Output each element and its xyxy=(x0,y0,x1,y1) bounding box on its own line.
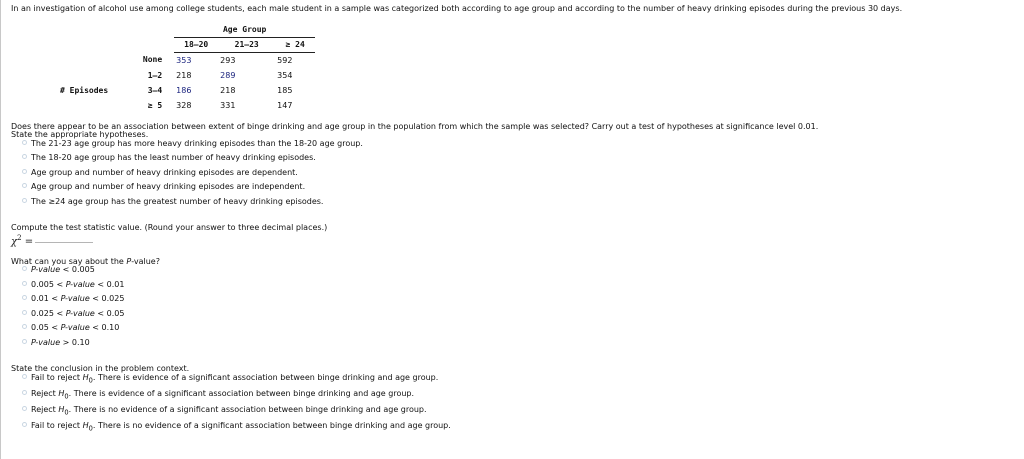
table-cell: 293 xyxy=(220,55,236,65)
hypothesis-option[interactable]: The 18-20 age group has the least number of heavy drinking episodes. xyxy=(22,153,316,163)
intro-text: In an investigation of alcohol use among college students, each male student in a sample was categorized both according to age group and according to the number of heavy drinking episodes during the previous 30 days. xyxy=(11,4,903,13)
radio-button[interactable] xyxy=(22,154,27,159)
test-statistic-input[interactable] xyxy=(35,232,93,243)
table-row xyxy=(60,83,315,98)
radio-button[interactable] xyxy=(22,295,27,300)
question-text: Does there appear to be an association between extent of binge drinking and age group in the population from which the sample was selected? Carry out a test of hypotheses at significance level 0.01. xyxy=(11,122,819,131)
table-row xyxy=(60,98,315,113)
table-cell: 331 xyxy=(220,100,236,110)
table-cell: 186 xyxy=(176,85,192,95)
row-label: None xyxy=(142,55,163,65)
radio-button[interactable] xyxy=(22,183,27,188)
table-cell: 592 xyxy=(277,55,293,65)
conclusion-option[interactable]: Reject $H_0$. There is no evidence of a significant association between binge drinking and age group. xyxy=(22,405,427,418)
statistic-prompt: Compute the test statistic value. (Round your answer to three decimal places.) xyxy=(11,223,328,232)
table-cell: 218 xyxy=(176,70,192,80)
pvalue-option[interactable]: 0.05 < P-value < 0.10 xyxy=(22,323,119,333)
chi-square-label: $\chi^2$ = xyxy=(11,234,34,248)
radio-button[interactable] xyxy=(22,169,27,174)
table-cell: 354 xyxy=(277,70,293,80)
pvalue-option[interactable]: P-value < 0.005 xyxy=(22,265,95,275)
row-label: 1–2 xyxy=(147,70,163,80)
row-label: ≥ 5 xyxy=(147,100,163,110)
table-cell: 328 xyxy=(176,100,192,110)
table-row xyxy=(60,68,315,83)
radio-button[interactable] xyxy=(22,266,27,271)
pvalue-prompt: What can you say about the P-value? xyxy=(11,257,160,266)
radio-button[interactable] xyxy=(22,374,27,379)
table-cell: 353 xyxy=(176,55,192,65)
table-cell: 289 xyxy=(220,70,236,80)
pvalue-option[interactable]: 0.005 < P-value < 0.01 xyxy=(22,280,124,290)
left-border xyxy=(0,0,1,459)
radio-button[interactable] xyxy=(22,310,27,315)
table-cell: 218 xyxy=(220,85,236,95)
column-header: 21–23 xyxy=(218,37,275,52)
contingency-table xyxy=(60,22,315,113)
pvalue-option[interactable]: 0.01 < P-value < 0.025 xyxy=(22,294,124,304)
table-cell: 147 xyxy=(277,100,293,110)
pvalue-option[interactable]: 0.025 < P-value < 0.05 xyxy=(22,309,124,319)
hypotheses-prompt: State the appropriate hypotheses. xyxy=(11,130,149,139)
hypothesis-option[interactable]: Age group and number of heavy drinking episodes are independent. xyxy=(22,182,305,192)
radio-button[interactable] xyxy=(22,324,27,329)
column-header: 18–20 xyxy=(174,37,218,52)
conclusion-option[interactable]: Reject $H_0$. There is evidence of a significant association between binge drinking and age group. xyxy=(22,389,414,402)
radio-button[interactable] xyxy=(22,406,27,411)
hypothesis-option[interactable]: Age group and number of heavy drinking episodes are dependent. xyxy=(22,168,298,178)
pvalue-option[interactable]: P-value > 0.10 xyxy=(22,338,90,348)
row-label: 3–4 xyxy=(147,85,163,95)
radio-button[interactable] xyxy=(22,422,27,427)
hypothesis-option[interactable]: The ≥24 age group has the greatest number of heavy drinking episodes. xyxy=(22,197,323,207)
hypothesis-option[interactable]: The 21-23 age group has more heavy drinking episodes than the 18-20 age group. xyxy=(22,139,363,149)
age-group-header: Age Group xyxy=(222,24,267,34)
radio-button[interactable] xyxy=(22,140,27,145)
table-row xyxy=(60,52,315,68)
radio-button[interactable] xyxy=(22,281,27,286)
radio-button[interactable] xyxy=(22,339,27,344)
conclusion-option[interactable]: Fail to reject $H_0$. There is evidence of a significant association between binge drinking and age group. xyxy=(22,373,438,386)
conclusion-option[interactable]: Fail to reject $H_0$. There is no evidence of a significant association between binge drinking and age group. xyxy=(22,421,451,434)
column-header: ≥ 24 xyxy=(275,37,315,52)
row-group-label: # Episodes xyxy=(60,85,109,95)
radio-button[interactable] xyxy=(22,198,27,203)
radio-button[interactable] xyxy=(22,390,27,395)
conclusion-prompt: State the conclusion in the problem context. xyxy=(11,364,190,373)
table-cell: 185 xyxy=(277,85,293,95)
